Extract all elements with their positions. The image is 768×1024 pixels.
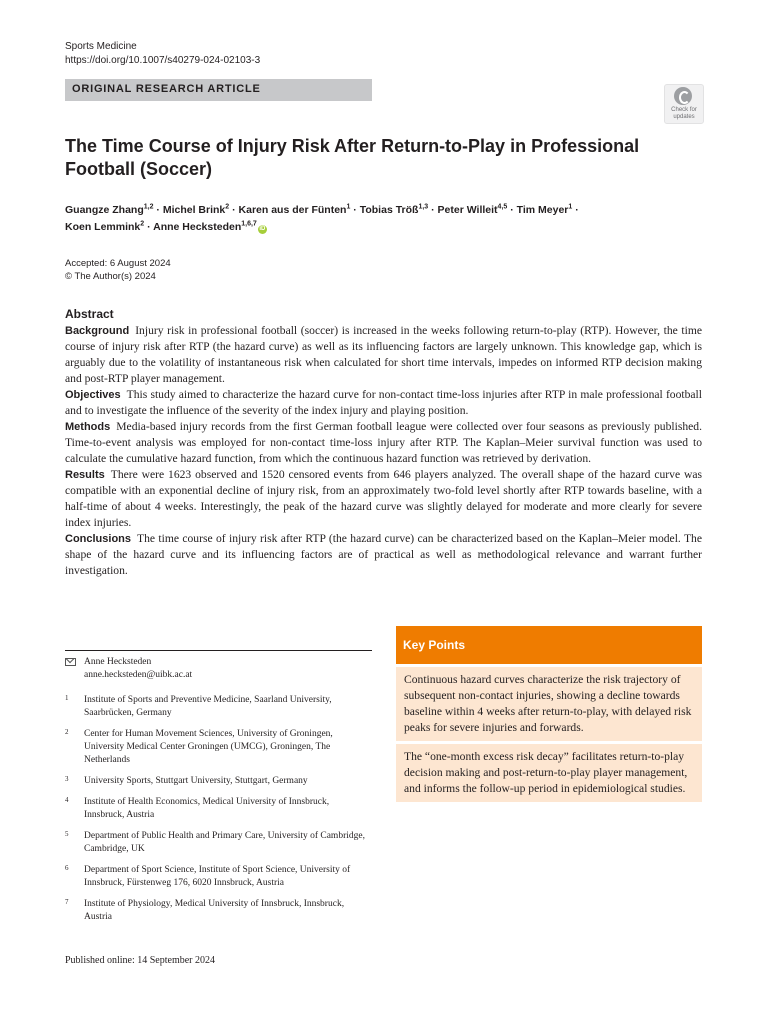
author[interactable]: Peter Willeit$^{4,5}$: [437, 203, 508, 216]
section-text: Media-based injury records from the first German football league were collected over four seasons as previously published. Time-to-event analysis was employed for non-contact time-loss injury after RTP. The Kaplan–Meier survival function was used to calculate the cumulative hazard function, from which the continuous hazard function was retrieved by derivation.: [65, 420, 702, 465]
article-type: ORIGINAL RESEARCH ARTICLE: [72, 83, 261, 95]
copyright: © The Author(s) 2024: [65, 271, 156, 282]
affiliations: [65, 694, 365, 932]
section-text: Injury risk in professional football (soccer) is increased in the weeks following return-to-play (RTP). However, the time course of injury risk after RTP (the hazard curve) as well as its influencing factors are largely unknown. This knowledge gap, which is arguably due to the volatility of instantaneous risk when calculated for short time intervals, impedes on informed RTP decision making and post-RTP player management.: [65, 324, 702, 385]
author[interactable]: Koen Lemmink$^2$: [65, 220, 145, 233]
section-label: Methods: [65, 421, 111, 433]
contact-email[interactable]: anne.hecksteden@uibk.ac.at: [84, 670, 193, 680]
author[interactable]: Karen aus der Fünten$^1$: [238, 203, 351, 216]
abstract-background: [65, 323, 702, 387]
accepted-date: Accepted: 6 August 2024: [65, 258, 171, 269]
check-updates-icon: [674, 87, 692, 105]
section-text: There were 1623 observed and 1520 censored events from 646 players analyzed. The overall shape of the hazard curve was compatible with an exponential decline of injury risk, from an approximately two-fold level shortly after RTP towards baseline, with a half-time of about 4 weeks. Interestingly, the peak of the hazard curve was slightly delayed for moderate and more clearly for severe index injuries.: [65, 468, 702, 529]
doi-link[interactable]: https://doi.org/10.1007/s40279-024-02103-3: [65, 55, 261, 66]
check-for-updates-badge[interactable]: [664, 84, 704, 124]
abstract-objectives: [65, 387, 702, 419]
author-list: Guangze Zhang$^{1,2}$ · Michel Brink$^2$ · Karen aus der Fünten$^1$ · Tobias Tröß$^{1,3}$ · Peter Willeit$^{4,5}$ · Tim Meyer$^1$ · Koen Lemmink$^2$ · Anne Hecksteden$^{1,6,7}$iD: [65, 203, 579, 233]
key-points-heading: Key Points: [396, 626, 702, 664]
section-label: Conclusions: [65, 533, 132, 545]
affiliation: 1 Institute of Sports and Preventive Medicine, Saarland University, Saarbrücken, Germany: [65, 694, 332, 718]
key-point: The “one-month excess risk decay” facilitates return-to-play decision making and post-return-to-play player management, and informs the follow-up period in epidemiological studies.: [396, 744, 702, 802]
section-label: Objectives: [65, 389, 121, 401]
author[interactable]: Anne Hecksteden$^{1,6,7}$: [153, 220, 257, 233]
section-label: Background: [65, 325, 130, 337]
badge-text: [665, 107, 703, 120]
key-point: Continuous hazard curves characterize the risk trajectory of subsequent non-contact injuries, showing a decline towards baseline within 4 weeks after return-to-play, with delayed risk peaks for severe injuries and forwards.: [396, 667, 702, 741]
affiliation: 2 Center for Human Movement Sciences, University of Groningen, University Medical Center Groningen (UMCG), Groningen, The Netherlands: [65, 728, 333, 765]
author[interactable]: Michel Brink$^2$: [162, 203, 230, 216]
article-dates: [65, 257, 171, 283]
abstract-conclusions: [65, 531, 702, 579]
affiliation: 3 University Sports, Stuttgart University, Stuttgart, Germany: [65, 775, 308, 786]
key-points-box: [396, 626, 702, 802]
author[interactable]: Guangze Zhang$^{1,2}$: [65, 203, 154, 216]
published-date: Published online: 14 September 2024: [65, 955, 215, 966]
orcid-icon[interactable]: iD: [259, 226, 266, 232]
abstract-methods: [65, 419, 702, 467]
affiliation: 6 Department of Sport Science, Institute of Sport Science, University of Innsbruck, Fürstenweg 176, 6020 Innsbruck, Austria: [65, 864, 351, 888]
abstract-heading: Abstract: [65, 307, 114, 321]
footnote-divider: [65, 650, 372, 651]
affiliation: 5 Department of Public Health and Primary Care, University of Cambridge, Cambridge, UK: [65, 830, 365, 854]
corresponding-author: [65, 656, 192, 682]
author[interactable]: Tim Meyer$^1$: [516, 203, 573, 216]
contact-name: Anne Hecksteden: [84, 657, 152, 667]
badge-line-2: updates: [673, 113, 695, 120]
section-text: The time course of injury risk after RTP (the hazard curve) can be characterized based on the Kaplan–Meier model. The shape of the hazard curve and its influencing factors are of practical as well as methodological relevance and warrant further investigation.: [65, 532, 702, 577]
affiliation: 4 Institute of Health Economics, Medical University of Innsbruck, Innsbruck, Austria: [65, 796, 330, 820]
journal-name: Sports Medicine: [65, 41, 137, 52]
section-label: Results: [65, 469, 105, 481]
envelope-icon: [65, 658, 76, 666]
article-title: The Time Course of Injury Risk After Return-to-Play in Professional Football (Soccer): [65, 136, 640, 179]
affiliation: 7 Institute of Physiology, Medical University of Innsbruck, Innsbruck, Austria: [65, 898, 345, 922]
badge-line-1: Check for: [671, 107, 697, 113]
abstract-results: [65, 467, 702, 531]
article-type-bar: [65, 79, 372, 101]
abstract: [65, 306, 702, 579]
section-text: This study aimed to characterize the hazard curve for non-contact time-loss injuries after RTP in male professional football and to investigate the influence of the severity of the index injury and playing position.: [65, 388, 702, 417]
journal-header: [65, 40, 260, 68]
author[interactable]: Tobias Tröß$^{1,3}$: [359, 203, 429, 216]
